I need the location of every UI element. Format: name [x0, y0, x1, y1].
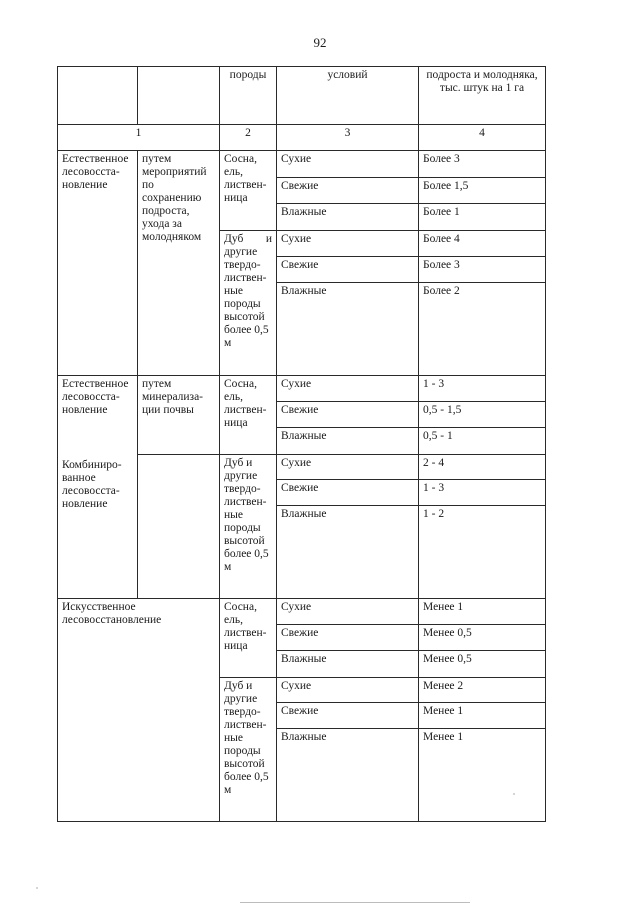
- header-cell-species: породы: [220, 67, 277, 125]
- value-cell: Более 3: [419, 257, 546, 283]
- condition-cell: Свежие: [277, 625, 419, 651]
- method-cell: [138, 151, 220, 376]
- condition-cell: Сухие: [277, 151, 419, 178]
- value-cell: 1 - 3: [419, 376, 546, 402]
- condition-cell: Свежие: [277, 480, 419, 506]
- value-cell: Менее 0,5: [419, 651, 546, 678]
- species-cell: Сосна, ель, листвен-ница: [220, 151, 277, 231]
- value-cell: Более 4: [419, 231, 546, 257]
- value-cell: Менее 2: [419, 678, 546, 703]
- header-cell-conditions: условий: [277, 67, 419, 125]
- header-cell-2: [138, 67, 220, 125]
- table-row: [58, 599, 546, 625]
- condition-cell: Свежие: [277, 703, 419, 729]
- regeneration-type-cell: Естественное лесовосста-новление: [58, 151, 138, 376]
- value-cell: Более 1: [419, 204, 546, 231]
- regeneration-type-cell: Искусственное лесовосстановление: [58, 599, 220, 822]
- table-row: [58, 151, 546, 178]
- species-word: Дуб: [224, 233, 244, 245]
- species-cell: Дуб и другие твердо-листвен-ные породы высотой более 0,5 м: [220, 678, 277, 822]
- regeneration-table: [57, 66, 546, 822]
- condition-cell: Сухие: [277, 231, 419, 257]
- condition-cell: Влажные: [277, 651, 419, 678]
- value-cell: Более 3: [419, 151, 546, 178]
- species-cell: Дуб и другие твердо-листвен-ные породы высотой более 0,5 м: [220, 455, 277, 599]
- table-header-row: [58, 67, 546, 125]
- value-cell: Более 1,5: [419, 178, 546, 204]
- method-text: путем мероприятий по сохранению подроста, ухода за молодняком: [142, 153, 207, 243]
- scan-speck: [513, 793, 515, 795]
- scan-artifact-line: [240, 902, 470, 903]
- condition-cell: Влажные: [277, 283, 419, 376]
- condition-cell: Влажные: [277, 428, 419, 455]
- regeneration-type-text: Естественное лесовосста-новление: [62, 378, 129, 416]
- condition-cell: Влажные: [277, 729, 419, 822]
- method-cell-empty: [138, 455, 220, 599]
- regeneration-type-text: Комбиниро-ванное лесовосста-новление: [62, 459, 122, 510]
- table-row: [58, 376, 546, 402]
- condition-cell: Сухие: [277, 678, 419, 703]
- value-cell: Менее 1: [419, 703, 546, 729]
- value-cell: 2 - 4: [419, 455, 546, 480]
- column-number: 2: [220, 125, 277, 151]
- value-cell: 1 - 3: [419, 480, 546, 506]
- value-cell: Менее 1: [419, 729, 546, 822]
- header-cell-density: подроста и молодняка, тыс. штук на 1 га: [419, 67, 546, 125]
- condition-cell: Сухие: [277, 376, 419, 402]
- value-cell: 0,5 - 1: [419, 428, 546, 455]
- value-cell: Менее 1: [419, 599, 546, 625]
- condition-cell: Сухие: [277, 599, 419, 625]
- value-cell: 0,5 - 1,5: [419, 402, 546, 428]
- column-number: 3: [277, 125, 419, 151]
- column-number: 1: [58, 125, 220, 151]
- regeneration-type-cell: [58, 376, 138, 599]
- species-cell: [220, 231, 277, 376]
- species-cell: Сосна, ель, листвен-ница: [220, 376, 277, 455]
- condition-cell: Сухие: [277, 455, 419, 480]
- scan-speck: [36, 887, 38, 889]
- condition-cell: Влажные: [277, 506, 419, 599]
- condition-cell: Свежие: [277, 178, 419, 204]
- condition-cell: Влажные: [277, 204, 419, 231]
- species-text: другие твердо-листвен-ные породы высотой более 0,5 м: [224, 246, 269, 349]
- column-number: 4: [419, 125, 546, 151]
- value-cell: 1 - 2: [419, 506, 546, 599]
- method-cell: путем минерализа-ции почвы: [138, 376, 220, 455]
- species-cell: Сосна, ель, листвен-ница: [220, 599, 277, 678]
- condition-cell: Свежие: [277, 257, 419, 283]
- value-cell: Менее 0,5: [419, 625, 546, 651]
- species-word: и: [265, 233, 272, 245]
- column-number-row: [58, 125, 546, 151]
- value-cell: Более 2: [419, 283, 546, 376]
- condition-cell: Свежие: [277, 402, 419, 428]
- page-number: 92: [313, 35, 327, 50]
- header-cell-1: [58, 67, 138, 125]
